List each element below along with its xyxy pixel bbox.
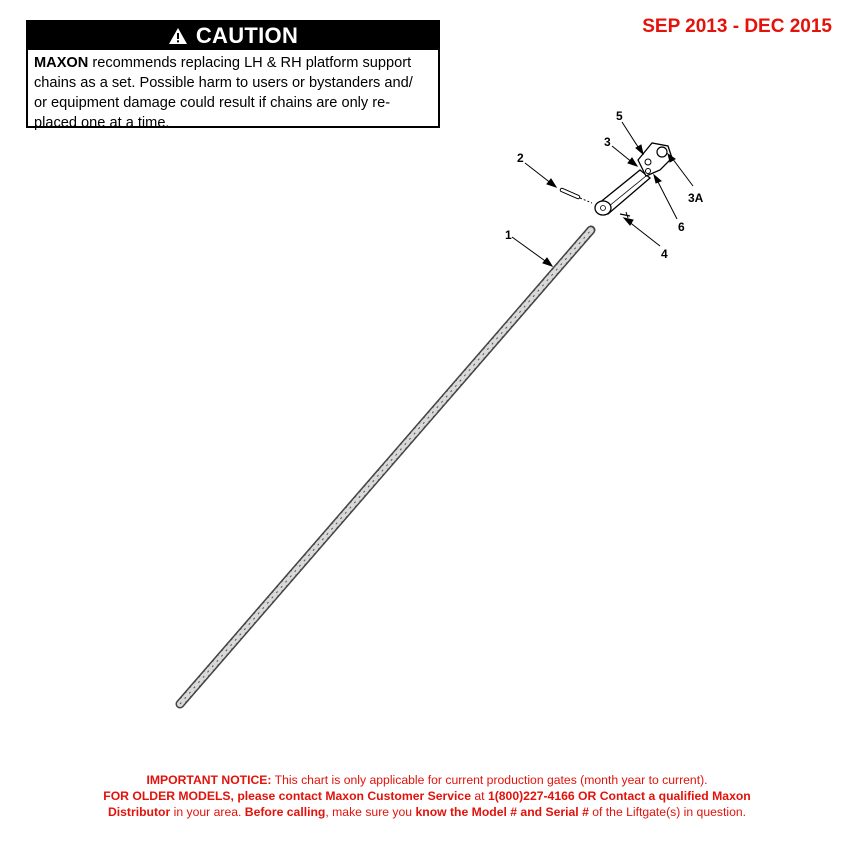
callout-2: 2 bbox=[517, 151, 524, 165]
notice-text: , make sure you bbox=[325, 805, 416, 819]
caution-line3: or equipment damage could result if chains are only re- bbox=[34, 95, 391, 111]
notice-older-models: FOR OLDER MODELS, please contact Maxon Customer Service bbox=[103, 789, 471, 803]
notice-line1 bbox=[30, 772, 824, 788]
caution-line2: chains as a set. Possible harm to users or bystanders and/ bbox=[34, 75, 413, 91]
notice-model-serial: know the Model # and Serial # bbox=[415, 805, 589, 819]
callout-1: 1 bbox=[505, 228, 512, 242]
callout-3a: 3A bbox=[688, 191, 704, 205]
callout-4: 4 bbox=[661, 247, 668, 261]
date-range: SEP 2013 - DEC 2015 bbox=[642, 16, 832, 37]
caution-line1: recommends replacing LH & RH platform support bbox=[88, 55, 412, 71]
notice-text: at bbox=[471, 789, 488, 803]
chain-bracket bbox=[595, 143, 672, 215]
callout-3: 3 bbox=[604, 135, 611, 149]
notice-line2 bbox=[30, 788, 824, 804]
clevis-pin bbox=[562, 190, 592, 203]
caution-brand: MAXON bbox=[34, 55, 89, 71]
callout-5: 5 bbox=[616, 109, 623, 123]
support-chain bbox=[180, 230, 591, 704]
caution-title: CAUTION bbox=[195, 23, 299, 48]
notice-before-calling: Before calling bbox=[244, 805, 326, 819]
notice-text: This chart is only applicable for current production gates (month year to current). bbox=[271, 773, 708, 787]
notice-text: in your area. bbox=[170, 805, 245, 819]
notice-distributor: Distributor bbox=[107, 805, 171, 819]
caution-line4: placed one at a time. bbox=[34, 115, 170, 131]
callout-6: 6 bbox=[678, 220, 685, 234]
important-notice bbox=[30, 772, 824, 820]
notice-phone: 1(800)227-4166 OR Contact a qualified Maxon bbox=[487, 789, 751, 803]
cotter-pin bbox=[620, 212, 630, 218]
callout-leaders bbox=[512, 122, 693, 266]
notice-line3 bbox=[30, 804, 824, 820]
notice-text: of the Liftgate(s) in question. bbox=[588, 805, 747, 819]
notice-heading: IMPORTANT NOTICE: bbox=[146, 773, 272, 787]
